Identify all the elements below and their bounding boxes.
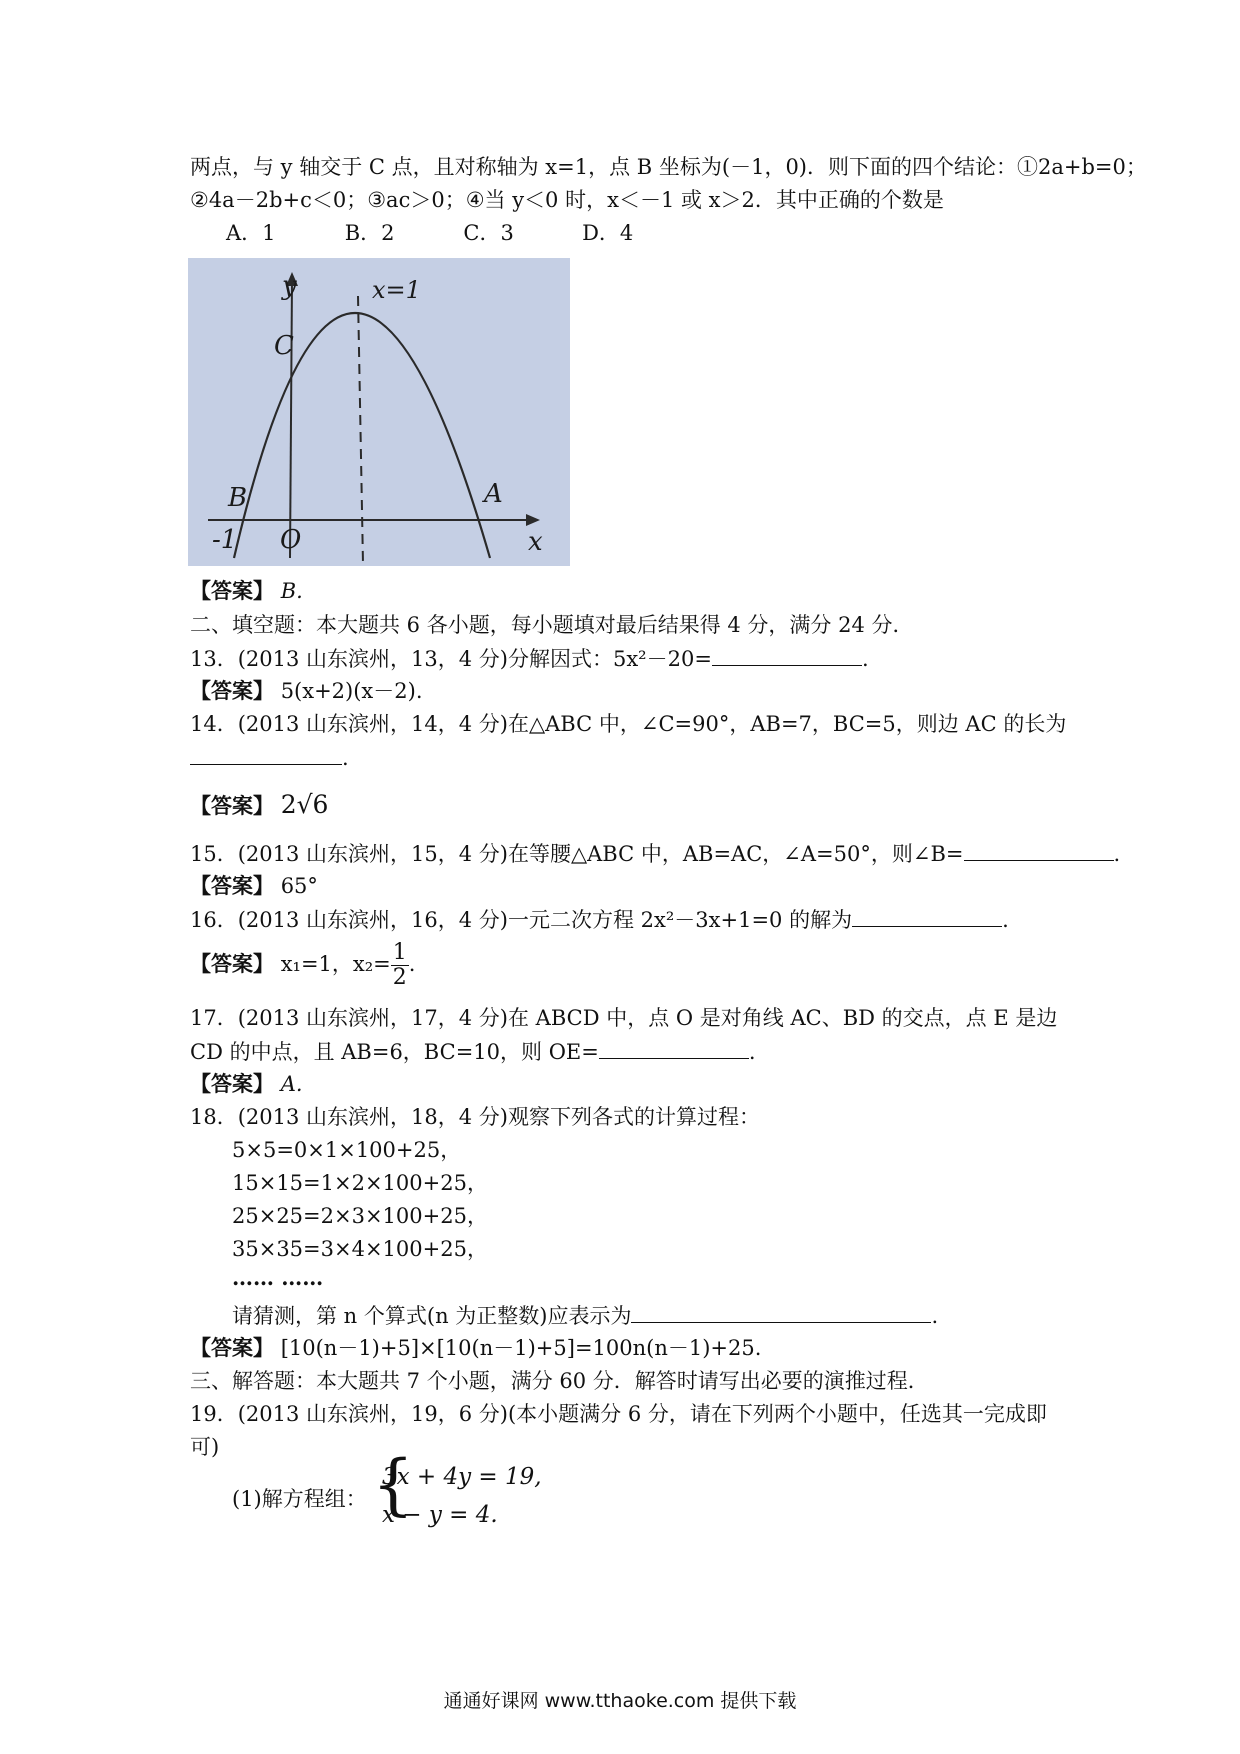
q17-line2-text: CD 的中点，且 AB=6，BC=10，则 OE= — [190, 1040, 599, 1064]
q18-question: 18．(2013 山东滨州，18，4 分)观察下列各式的计算过程： — [190, 1105, 760, 1129]
neg-one-label: -1 — [212, 525, 238, 555]
q15-blank — [964, 838, 1114, 861]
answer-tag: 【答案】 — [190, 679, 274, 703]
answer-tag: 【答案】 — [190, 794, 274, 818]
q16-question — [190, 904, 1009, 935]
q14-blank — [190, 742, 342, 765]
fraction-denominator: 2 — [392, 965, 407, 990]
q19-sub1-label: (1)解方程组： — [232, 1487, 367, 1511]
point-a-label: A — [484, 479, 503, 509]
answer-text: 5(x+2)(x－2). — [280, 679, 423, 703]
x-axis-label: x — [528, 527, 543, 557]
q18-formula-3: 25×25=2×3×100+25， — [232, 1204, 488, 1228]
point-b-label: B — [228, 483, 248, 513]
q16-end: . — [1002, 908, 1009, 932]
answer-text: B. — [280, 579, 303, 603]
q18-formula-2: 15×15=1×2×100+25， — [232, 1171, 488, 1195]
parabola-figure — [188, 258, 570, 566]
q14-end: . — [342, 746, 349, 770]
q14-blank-line — [190, 742, 349, 773]
q12-line2: ②4a－2b+c＜0；③ac＞0；④当 y＜0 时，x＜－1 或 x＞2．其中正确的个数是 — [190, 188, 944, 212]
q12-answer — [190, 576, 303, 606]
q17-line2 — [190, 1036, 756, 1067]
q12-options — [226, 218, 694, 248]
symmetry-label: x=1 — [372, 276, 421, 304]
q15-text: 15．(2013 山东滨州，15，4 分)在等腰△ABC 中，AB=AC，∠A=50°，则∠B= — [190, 842, 964, 866]
fraction — [391, 941, 409, 990]
answer-tag: 【答案】 — [190, 579, 274, 603]
q15-question — [190, 838, 1120, 869]
q13-text: 13．(2013 山东滨州，13，4 分)分解因式：5x²－20= — [190, 647, 712, 671]
answer-text: [10(n－1)+5]×[10(n－1)+5]=100n(n－1)+25. — [280, 1336, 762, 1360]
answer-text: x₁=1，x₂= — [280, 952, 391, 976]
answer-tag: 【答案】 — [190, 874, 274, 898]
answer-text: 65° — [280, 874, 318, 898]
q14-question: 14．(2013 山东滨州，14，4 分)在△ABC 中，∠C=90°，AB=7，BC=5，则边 AC 的长为 — [190, 712, 1067, 736]
q19-line2: 可) — [190, 1435, 220, 1459]
q15-end: . — [1113, 842, 1121, 866]
q18-ellipsis: …… …… — [232, 1265, 324, 1290]
fraction-numerator: 1 — [392, 940, 407, 965]
q18-formula-4: 35×35=3×4×100+25， — [232, 1237, 488, 1261]
option-d: D．4 — [582, 221, 634, 245]
brace-symbol: { — [372, 1446, 414, 1523]
q13-blank — [712, 643, 862, 666]
option-a: A．1 — [226, 221, 276, 245]
q13-answer — [190, 676, 423, 706]
q18-guess-text: 请猜测，第 n 个算式(n 为正整数)应表示为 — [232, 1304, 632, 1328]
q15-answer — [190, 871, 318, 901]
q17-end: . — [748, 1040, 756, 1064]
q18-blank — [631, 1300, 931, 1323]
q17-answer — [190, 1069, 303, 1099]
q18-end: . — [931, 1304, 939, 1328]
page-footer: 通通好课网 www.tthaoke.com 提供下载 — [443, 1690, 797, 1712]
q16-blank — [852, 904, 1002, 927]
option-c: C．3 — [463, 221, 514, 245]
equation-1: 3x + 4y = 19, — [382, 1464, 542, 1490]
q18-formula-1: 5×5=0×1×100+25， — [232, 1138, 462, 1162]
q18-answer — [190, 1333, 761, 1363]
section3-heading: 三、解答题：本大题共 7 个小题，满分 60 分．解答时请写出必要的演推过程． — [190, 1369, 929, 1393]
y-axis-label: y — [282, 271, 297, 301]
answer-tag: 【答案】 — [190, 1336, 274, 1360]
origin-label: O — [280, 525, 302, 555]
option-b: B．2 — [344, 221, 395, 245]
q19-line1: 19．(2013 山东滨州，19，6 分)(本小题满分 6 分，请在下列两个小题中，任选其一完成即 — [190, 1402, 1047, 1426]
answer-text: A. — [280, 1072, 303, 1096]
q16-answer — [190, 940, 415, 990]
answer-tag: 【答案】 — [190, 1072, 274, 1096]
q14-answer — [190, 790, 328, 821]
point-c-label: C — [274, 331, 294, 361]
q18-guess — [232, 1300, 938, 1331]
q13-end: . — [861, 647, 869, 671]
q12-line1: 两点，与 y 轴交于 C 点，且对称轴为 x=1，点 B 坐标为(－1，0)．则下面的四个结论：①2a+b=0； — [190, 155, 1147, 179]
answer-end: . — [408, 952, 416, 976]
q16-text: 16．(2013 山东滨州，16，4 分)一元二次方程 2x²－3x+1=0 的解为 — [190, 908, 853, 932]
q17-blank — [599, 1036, 749, 1059]
section2-heading: 二、填空题：本大题共 6 各小题，每小题填对最后结果得 4 分，满分 24 分． — [190, 613, 914, 637]
equation-2: x − y = 4. — [382, 1502, 498, 1528]
q13-question — [190, 643, 869, 674]
answer-tag: 【答案】 — [190, 952, 274, 976]
q17-line1: 17．(2013 山东滨州，17，4 分)在 ABCD 中，点 O 是对角线 AC、BD 的交点，点 E 是边 — [190, 1006, 1058, 1030]
answer-text: 2√6 — [280, 790, 329, 819]
